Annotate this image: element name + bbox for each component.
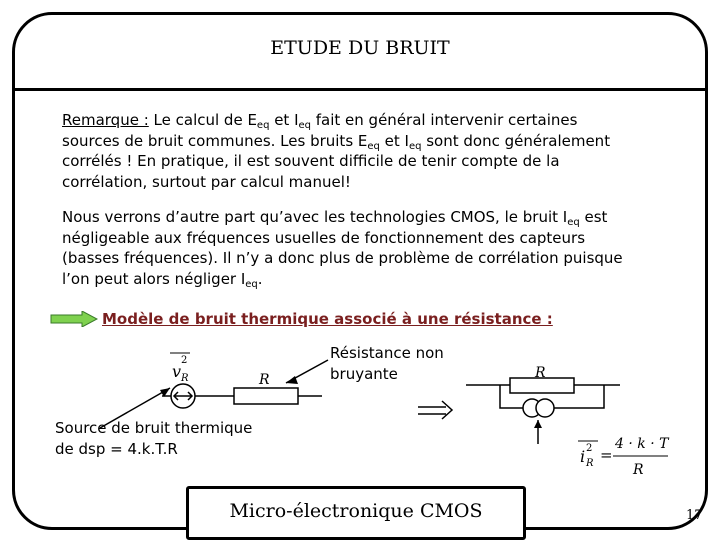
svg-text:R: R: [181, 373, 189, 384]
noiseless-resistor-label: Résistance non bruyante: [330, 344, 444, 383]
series-voltage-model: [100, 360, 328, 428]
equivalence-arrow-icon: [418, 401, 452, 419]
svg-text:i: i: [580, 447, 586, 466]
model-heading: Modèle de bruit thermique associé à une résistance :: [102, 310, 553, 328]
resistor-icon: [234, 388, 298, 404]
resistor-label-right: R: [535, 365, 546, 381]
footer-title: Micro-électronique CMOS: [229, 500, 483, 522]
svg-text:2: 2: [586, 443, 593, 454]
remark-line-2: sources de bruit communes. Les bruits $E_{eq}$ et $I_{eq}$ sont donc généralement: [62, 131, 611, 152]
cmos-line-1: Nous verrons d’autre part qu’avec les technologies CMOS, le bruit $I_{eq}$ est: [62, 208, 608, 228]
remark-line-4: corrélation, surtout par calcul manuel!: [62, 172, 351, 191]
remark-line-1: Remarque : Le calcul de $E_{eq}$ et $I_{eq}$ fait en général intervenir certaines: [62, 111, 578, 131]
svg-text:R: R: [633, 462, 644, 478]
slide-title: ETUDE DU BRUIT: [270, 37, 450, 59]
cmos-line-3: (basses fréquences). Il n’y a donc plus de problème de corrélation puisque: [62, 249, 623, 267]
page-number: 17: [686, 508, 703, 523]
current-source-circle-b: [536, 399, 554, 417]
cmos-line-2: négligeable aux fréquences usuelles de fonctionnement des capteurs: [62, 228, 586, 247]
svg-text:v: v: [172, 362, 182, 381]
thermal-source-label: Source de bruit thermique de dsp = 4.k.T.R: [55, 419, 253, 458]
remark-label: Remarque :: [62, 111, 149, 129]
current-noise-formula: [578, 436, 670, 478]
svg-text:=: =: [600, 446, 613, 464]
current-source-arrow-icon: [534, 420, 542, 428]
svg-text:2: 2: [181, 355, 188, 366]
resistor-label-left: R: [259, 372, 270, 388]
svg-text:4 · k · T: 4 · k · T: [615, 436, 669, 452]
voltage-symbol: [170, 353, 190, 384]
remark-line-3: corrélés ! En pratique, il est souvent difficile de tenir compte de la: [62, 152, 560, 170]
pointer-line-source: [100, 388, 170, 428]
parallel-current-model: [466, 378, 620, 444]
cmos-line-4: l’on peut alors négliger $I_{eq}$.: [62, 269, 263, 290]
svg-text:R: R: [586, 458, 594, 469]
